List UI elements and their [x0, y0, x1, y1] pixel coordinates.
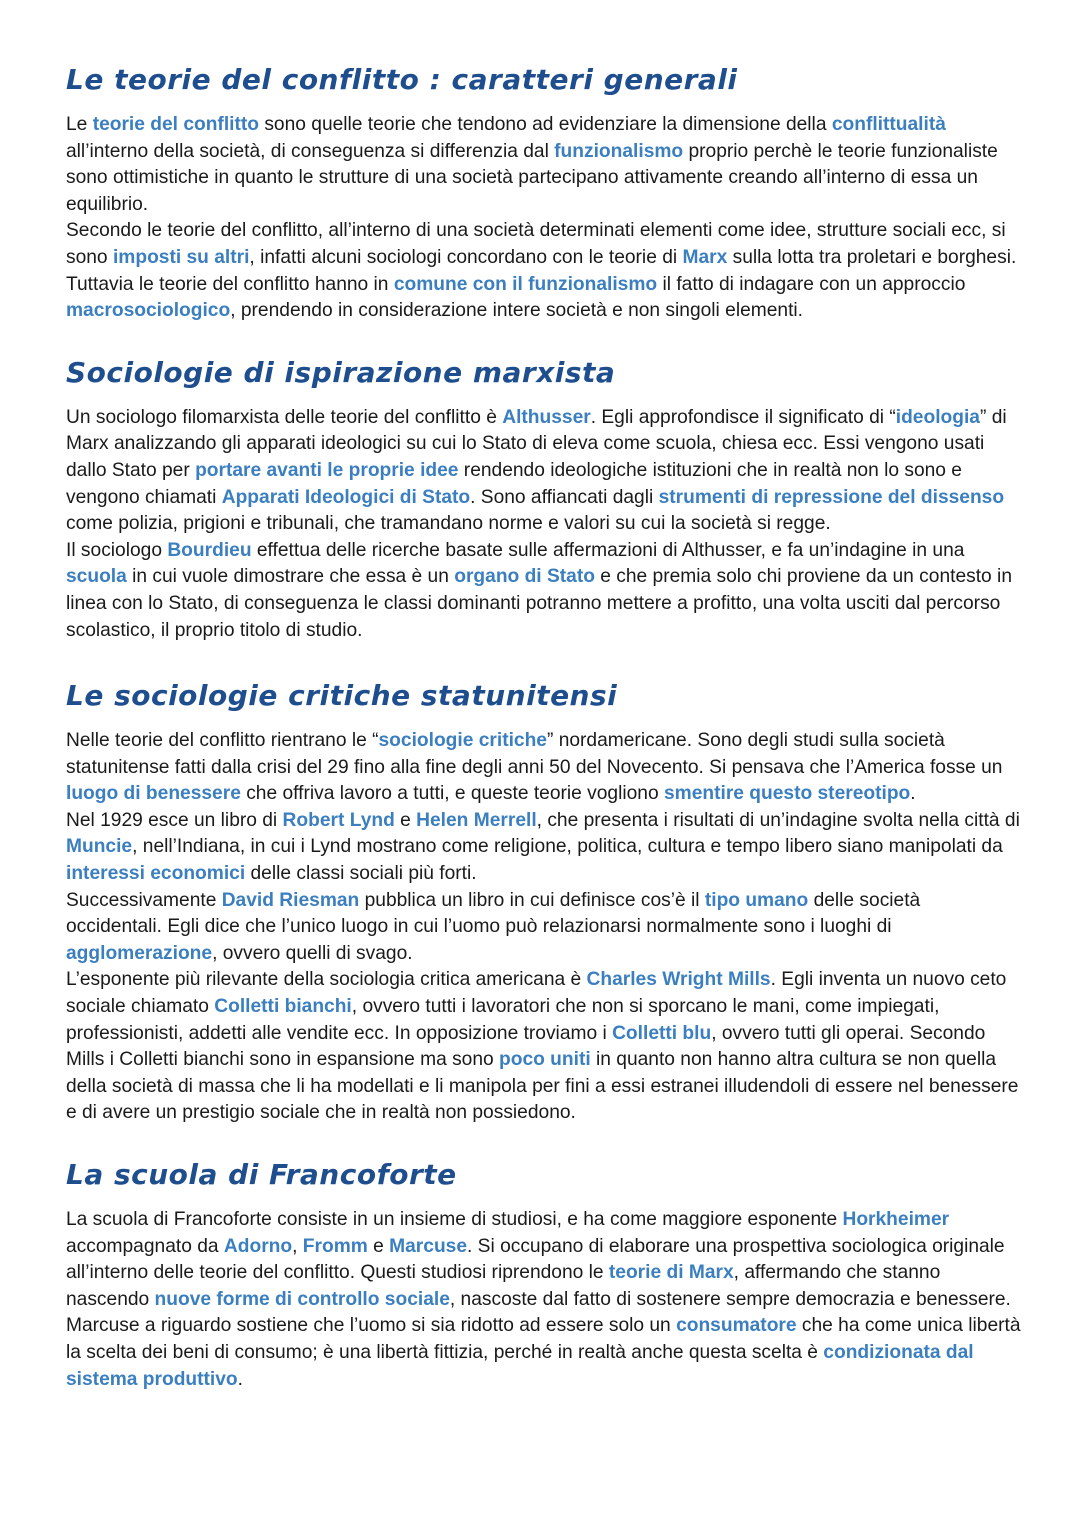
text-run: in cui vuole dimostrare che essa è un	[126, 566, 455, 588]
document-page	[66, 58, 1021, 1393]
paragraph	[66, 405, 1021, 538]
highlighted-term: poco uniti	[499, 1049, 591, 1071]
text-run: , affermando che stanno nascendo	[66, 1262, 941, 1310]
text-run: in quanto non hanno altra cultura se non quella della società di massa che li ha modellati e li manipola per fini a essi estranei illudendoli di essere nel benessere e di avere un prestigio sociale che in realtà non possiedono.	[66, 1049, 1019, 1124]
text-run: pubblica un libro in cui definisce cos’è il	[359, 889, 705, 911]
paragraph	[66, 888, 1021, 968]
text-run: , ovvero tutti gli operai. Secondo Mills i Colletti bianchi sono in espansione ma sono	[66, 1022, 986, 1071]
paragraph	[66, 1207, 1021, 1393]
highlighted-term: comune con il funzionalismo	[393, 273, 658, 295]
section-body	[66, 112, 1021, 325]
highlighted-term: macrosociologico	[66, 300, 231, 322]
highlighted-term: teorie di Marx	[608, 1262, 734, 1284]
paragraph	[66, 967, 1021, 1127]
text-run: rendendo ideologiche istituzioni che in realtà non lo sono e vengono chiamati	[66, 459, 962, 508]
paragraph	[66, 218, 1021, 271]
text-run: . Si occupano di elaborare una prospettiva sociologica originale all’interno delle teorie del conflitto. Questi studiosi riprendono le	[66, 1235, 1005, 1284]
section-title: Sociologie di ispirazione marxista	[66, 355, 616, 389]
text-run: , che presenta i risultati di un’indagine svolta nella città di	[536, 809, 1020, 831]
text-run: il fatto di indagare con un approccio	[657, 273, 966, 295]
section-title: Le sociologie critiche statunitensi	[66, 679, 618, 713]
text-run: Il sociologo	[66, 539, 168, 561]
text-run: Un sociologo filomarxista delle teorie del conflitto è	[66, 406, 503, 428]
text-run: , ovvero tutti i lavoratori che non si sporcano le mani, come impiegati, professionisti, addetti alle vendite ecc. In opposizione troviamo i	[66, 996, 940, 1044]
text-run: e che premia solo chi proviene da un contesto in linea con lo Stato, di conseguenza le classi dominanti potranno mettere a profitto, una volta usciti dal percorso scolastico, il proprio titolo di studio.	[66, 566, 1012, 641]
text-run: L’esponente più rilevante della sociologia critica americana è	[66, 969, 587, 991]
highlighted-term: Marcuse	[389, 1235, 468, 1257]
text-run: Successivamente	[66, 889, 222, 911]
text-run: accompagnato da	[66, 1235, 224, 1257]
highlighted-term: strumenti di repressione del dissenso	[658, 486, 1005, 508]
text-run: Nelle teorie del conflitto rientrano le “	[66, 730, 379, 752]
text-run: sono quelle teorie che tendono ad evidenziare la dimensione della	[259, 114, 832, 135]
highlighted-term: consumatore	[676, 1315, 797, 1337]
highlighted-term: Muncie	[66, 836, 133, 858]
highlighted-term: smentire questo stereotipo	[663, 783, 911, 805]
text-run: , nell’Indiana, in cui i Lynd mostrano come religione, politica, cultura e tempo libero siano manipolati da	[132, 836, 1003, 858]
text-run: effettua delle ricerche basate sulle affermazioni di Althusser, e fa un’indagine in una	[251, 539, 965, 561]
paragraph	[66, 538, 1021, 644]
text-run: ,	[292, 1235, 303, 1257]
text-run: all’interno della società, di conseguenza si differenzia dal	[66, 140, 555, 162]
text-run: , nascoste dal fatto di sostenere sempre democrazia e benessere. Marcuse a riguardo sostiene che l’uomo si sia ridotto ad essere solo un	[66, 1288, 1011, 1337]
highlighted-term: tipo umano	[704, 889, 809, 911]
highlighted-term: portare avanti le proprie idee	[195, 459, 459, 481]
text-run: . Egli approfondisce il significato di “	[590, 406, 896, 428]
text-run: Secondo le teorie del conflitto, all’interno di una società determinati elementi come idee, strutture sociali ecc, si sono	[66, 220, 1006, 268]
text-run: sulla lotta tra proletari e borghesi.	[727, 246, 1017, 268]
text-run: , infatti alcuni sociologi concordano con le teorie di	[249, 246, 683, 268]
section-body	[66, 1207, 1021, 1393]
text-run: che offriva lavoro a tutti, e queste teorie vogliono	[240, 783, 664, 805]
highlighted-term: imposti su altri	[112, 246, 250, 268]
paragraph	[66, 112, 1021, 218]
highlighted-term: Colletti bianchi	[214, 996, 352, 1018]
text-run: come polizia, prigioni e tribunali, che tramandano norme e valori su cui la società si regge.	[66, 513, 831, 535]
highlighted-term: David Riesman	[221, 889, 360, 911]
highlighted-term: organo di Stato	[454, 566, 595, 588]
section-title: La scuola di Francoforte	[66, 1158, 457, 1191]
highlighted-term: Colletti blu	[612, 1022, 712, 1044]
highlighted-term: Helen Merrell	[416, 809, 537, 831]
text-run: che ha come unica libertà la scelta dei beni di consumo; è una libertà fittizia, perché in realtà anche questa scelta è	[66, 1315, 1021, 1363]
highlighted-term: teorie del conflitto	[92, 114, 259, 135]
text-run: ” nordamericane. Sono degli studi sulla società statunitense fatti dalla crisi del 29 fino alla fine degli anni 50 del Novecento. Si pensava che l’America fosse un	[66, 730, 1003, 778]
highlighted-term: Adorno	[223, 1235, 293, 1257]
text-run: Tuttavia le teorie del conflitto hanno in	[66, 273, 394, 295]
highlighted-term: sociologie critiche	[378, 730, 547, 752]
section-title: Le teorie del conflitto : caratteri generali	[66, 63, 738, 96]
text-run: . Sono affiancati dagli	[470, 486, 659, 508]
text-run: e	[394, 809, 417, 831]
highlighted-term: Marx	[682, 246, 728, 268]
text-run: La scuola di Francoforte consiste in un insieme di studiosi, e ha come maggiore esponente	[66, 1209, 843, 1230]
highlighted-term: interessi economici	[66, 863, 246, 885]
text-run: Nel 1929 esce un libro di	[66, 809, 283, 831]
text-run: proprio perchè le teorie funzionaliste sono ottimistiche in quanto le strutture di una società partecipano attivamente creando all’interno di essa un equilibrio.	[66, 140, 998, 215]
text-run: , prendendo in considerazione intere società e non singoli elementi.	[230, 300, 803, 322]
section-body	[66, 405, 1021, 644]
paragraph	[66, 808, 1021, 888]
highlighted-term: Bourdieu	[167, 539, 252, 561]
text-run: delle classi sociali più forti.	[245, 863, 477, 885]
highlighted-term: agglomerazione	[66, 942, 213, 964]
highlighted-term: luogo di benessere	[66, 783, 241, 805]
highlighted-term: Charles Wright Mills	[586, 969, 771, 991]
text-run: Le	[66, 114, 93, 135]
paragraph	[66, 272, 1021, 325]
highlighted-term: funzionalismo	[554, 140, 684, 162]
highlighted-term: condizionata dal sistema produttivo	[66, 1341, 974, 1390]
text-run: .	[237, 1368, 243, 1390]
highlighted-term: conflittualità	[831, 114, 946, 135]
highlighted-term: Fromm	[302, 1235, 368, 1257]
highlighted-term: ideologia	[895, 406, 980, 428]
highlighted-term: Apparati Ideologici di Stato	[221, 486, 471, 508]
highlighted-term: nuove forme di controllo sociale	[154, 1288, 450, 1310]
highlighted-term: Althusser	[502, 406, 591, 428]
text-run: , ovvero quelli di svago.	[212, 942, 413, 964]
text-run: delle società occidentali. Egli dice che l’unico luogo in cui l’uomo può relazionarsi normalmente sono i luoghi di	[66, 889, 921, 938]
highlighted-term: Horkheimer	[842, 1209, 950, 1230]
highlighted-term: Robert Lynd	[282, 809, 395, 831]
text-run: ” di Marx analizzando gli apparati ideologici su cui lo Stato di eleva come scuola, chiesa ecc. Essi vengono usati dallo Stato per	[66, 406, 1007, 481]
highlighted-term: scuola	[66, 566, 127, 588]
text-run: e	[367, 1235, 390, 1257]
paragraph	[66, 728, 1021, 808]
section-body	[66, 728, 1021, 1127]
text-run: .	[910, 783, 916, 805]
text-run: . Egli inventa un nuovo ceto sociale chiamato	[66, 969, 1007, 1018]
